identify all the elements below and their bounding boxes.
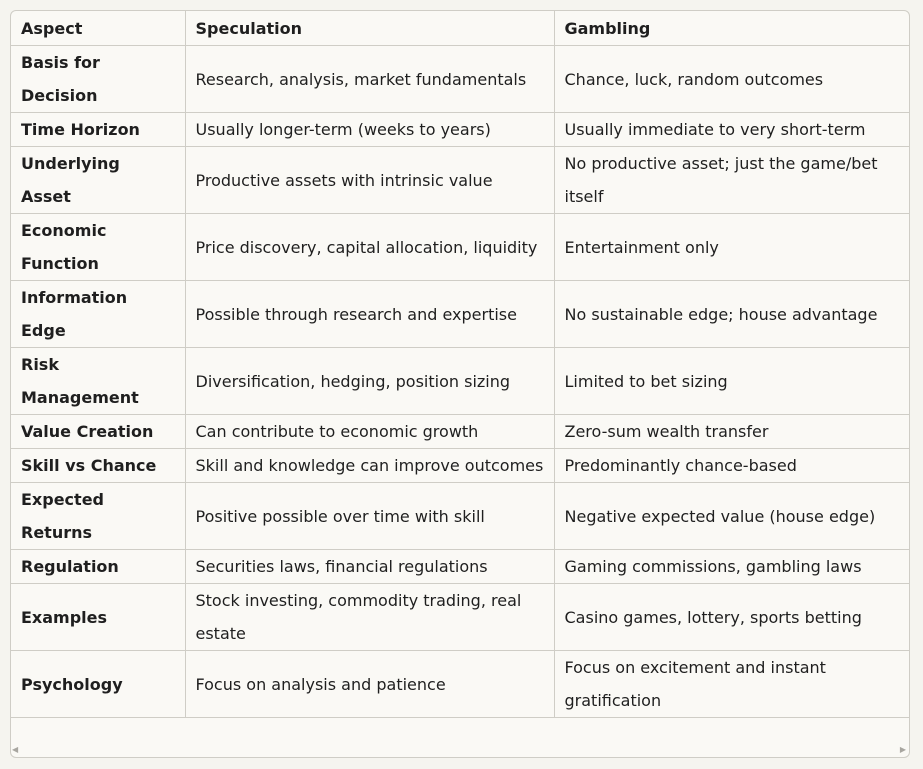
row-speculation: Securities laws, financial regulations [185,550,554,584]
row-speculation: Can contribute to economic growth [185,415,554,449]
table-row [11,113,909,147]
row-speculation: Skill and knowledge can improve outcomes [185,449,554,483]
row-gambling: Entertainment only [554,214,909,281]
table-row [11,147,909,214]
row-speculation: Possible through research and expertise [185,281,554,348]
row-aspect: Basis for Decision [11,46,185,113]
table-row [11,281,909,348]
row-aspect: Examples [11,584,185,651]
row-aspect: Skill vs Chance [11,449,185,483]
row-speculation: Productive assets with intrinsic value [185,147,554,214]
row-speculation: Diversification, hedging, position sizing [185,348,554,415]
row-speculation: Usually longer-term (weeks to years) [185,113,554,147]
row-aspect: Risk Management [11,348,185,415]
row-aspect: Economic Function [11,214,185,281]
row-aspect: Information Edge [11,281,185,348]
row-aspect: Value Creation [11,415,185,449]
scroll-left-arrow-icon[interactable]: ◀ [12,745,19,754]
table-row [11,651,909,718]
table-row [11,483,909,550]
row-gambling: Casino games, lottery, sports betting [554,584,909,651]
table-row [11,348,909,415]
row-aspect: Time Horizon [11,113,185,147]
comparison-table-container [10,10,910,758]
table-header-row [11,11,909,46]
row-gambling: Zero-sum wealth transfer [554,415,909,449]
row-speculation: Focus on analysis and patience [185,651,554,718]
row-aspect: Regulation [11,550,185,584]
row-aspect: Expected Returns [11,483,185,550]
row-gambling: Chance, luck, random outcomes [554,46,909,113]
row-gambling: Focus on excitement and instant gratification [554,651,909,718]
scroll-right-arrow-icon[interactable]: ▶ [899,745,906,754]
row-aspect: Underlying Asset [11,147,185,214]
table-row [11,550,909,584]
row-gambling: Limited to bet sizing [554,348,909,415]
table-row [11,584,909,651]
row-gambling: Usually immediate to very short-term [554,113,909,147]
row-speculation: Price discovery, capital allocation, liquidity [185,214,554,281]
header-aspect: Aspect [11,11,185,46]
row-speculation: Stock investing, commodity trading, real estate [185,584,554,651]
header-gambling: Gambling [554,11,909,46]
row-gambling: No sustainable edge; house advantage [554,281,909,348]
row-speculation: Research, analysis, market fundamentals [185,46,554,113]
table-row [11,46,909,113]
table-row [11,449,909,483]
row-aspect: Psychology [11,651,185,718]
comparison-table [11,11,909,718]
row-gambling: No productive asset; just the game/bet itself [554,147,909,214]
row-gambling: Gaming commissions, gambling laws [554,550,909,584]
table-row [11,415,909,449]
row-speculation: Positive possible over time with skill [185,483,554,550]
table-row [11,214,909,281]
header-speculation: Speculation [185,11,554,46]
row-gambling: Negative expected value (house edge) [554,483,909,550]
horizontal-scrollbar[interactable] [10,744,908,756]
row-gambling: Predominantly chance-based [554,449,909,483]
